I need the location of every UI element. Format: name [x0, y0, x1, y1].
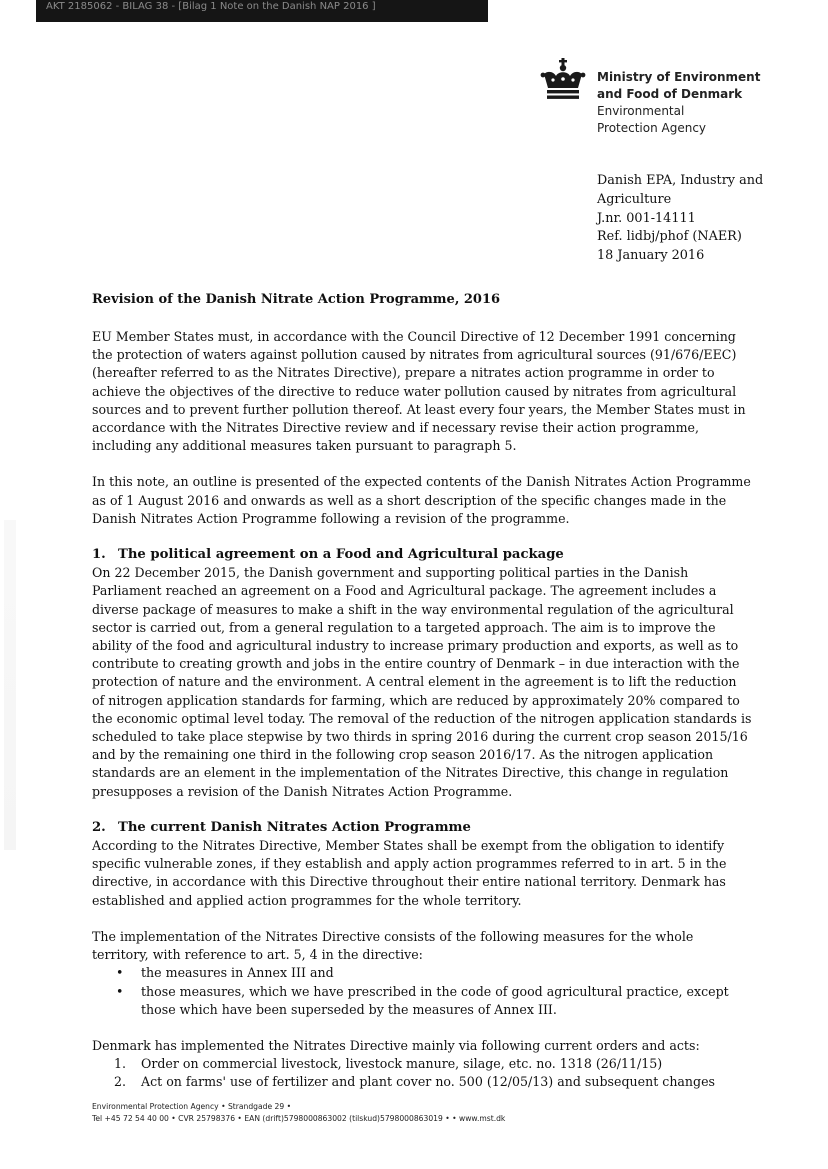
list-item: • those measures, which we have prescribed in the code of good agricultural practice, except those which have been superseded by the measures of Annex III.	[92, 983, 752, 1019]
document-header-bar	[36, 0, 488, 22]
document-title: Revision of the Danish Nitrate Action Programme, 2016	[92, 292, 501, 307]
meta-line-3: J.nr. 001-14111	[597, 210, 696, 226]
measures-list	[92, 964, 752, 1019]
section-1-number: 1.	[92, 547, 106, 563]
footer-contact: Tel +45 72 54 40 00 • CVR 25798376 • EAN (drift)5798000863002 (tilskud)5798000863019 • • www.mst.dk	[92, 1114, 506, 1123]
meta-date: 18 January 2016	[597, 248, 705, 264]
section-1-heading	[92, 546, 752, 564]
footer-address: Environmental Protection Agency • Strandgade 29 •	[92, 1102, 292, 1111]
letterhead-line-3: Environmental	[597, 104, 685, 118]
list-item: • the measures in Annex III and	[92, 964, 752, 982]
meta-line-2: Agriculture	[597, 191, 672, 207]
crown-crest-icon	[538, 58, 588, 102]
list-item	[92, 1073, 752, 1091]
measures-intro: The implementation of the Nitrates Directive consists of the following measures for the whole territory, with reference to art. 5, 4 in the directive:	[92, 928, 694, 963]
list-item-number: 2.	[114, 1074, 127, 1090]
letterhead-line-1: Ministry of Environment	[597, 70, 761, 84]
acts-intro: Denmark has implemented the Nitrates Directive mainly via following current orders and acts:	[92, 1037, 700, 1053]
section-2-title: The current Danish Nitrates Action Programme	[118, 819, 471, 835]
meta-line-1: Danish EPA, Industry and	[597, 173, 764, 188]
list-item-number: 1.	[114, 1056, 127, 1072]
section-2-number: 2.	[92, 819, 106, 835]
list-item	[92, 1055, 752, 1073]
letterhead-line-2: and Food of Denmark	[597, 87, 743, 101]
section-1-body: On 22 December 2015, the Danish government and supporting political parties in the Danish Parliament reached an agreement on a Food and Agricultural package. The agreement includes a diverse package of measures to make a shift in the way environmental regulation of the agricultural sector is carried out, from a general regulation to a targeted approach. The aim is to improve the ability of the food and agricultural industry to increase primary production and exports, as well as to contribute to creating growth and jobs in the entire country of Denmark – in due interaction with the protection of nature and the environment. A central element in the agreement is to lift the reduction of nitrogen application standards for farming, which are reduced by approximately 20% compared to the economic optimal level today. The removal of the reduction of the nitrogen application standards is scheduled to take place stepwise by two thirds in spring 2016 during the current crop season 2015/16 and by the remaining one third in the following crop season 2016/17. As the nitrogen application standards are an element in the implementation of the Nitrates Directive, this change in regulation presupposes a revision of the Danish Nitrates Action Programme.	[92, 565, 752, 799]
list-item-text: Act on farms' use of fertilizer and plant cover no. 500 (12/05/13) and subsequent changes	[141, 1074, 716, 1090]
list-item-text: Order on commercial livestock, livestock manure, silage, etc. no. 1318 (26/11/15)	[141, 1056, 663, 1072]
acts-list	[92, 1055, 752, 1091]
page-footer	[92, 1101, 505, 1125]
intro-paragraph-1: EU Member States must, in accordance with the Council Directive of 12 December 1991 concerning the protection of waters against pollution caused by nitrates from agricultural sources (91/676/EEC) (hereafter referred to as the Nitrates Directive), prepare a nitrates action programme in order to achieve the objectives of the directive to reduce water pollution caused by nitrates from agricultural sources and to prevent further pollution thereof. At least every four years, the Member States must in accordance with the Nitrates Directive review and if necessary revise their action programme, including any additional measures taken pursuant to paragraph 5.	[92, 329, 746, 454]
letterhead	[597, 69, 760, 137]
letterhead-line-4: Protection Agency	[597, 121, 707, 135]
section-2-heading	[92, 819, 752, 837]
section-2-body: According to the Nitrates Directive, Member States shall be exempt from the obligation to identify specific vulnerable zones, if they establish and apply action programmes referred to in art. 5 in the directive, in accordance with this Directive throughout their entire national territory. Denmark has established and applied action programmes for the whole territory.	[92, 838, 727, 908]
reference-block	[597, 172, 763, 266]
document-body	[92, 328, 752, 1092]
margin-stamp	[4, 520, 16, 850]
meta-line-4: Ref. lidbj/phof (NAER)	[597, 229, 742, 245]
intro-paragraph-2: In this note, an outline is presented of the expected contents of the Danish Nitrates Action Programme as of 1 August 2016 and onwards as well as a short description of the specific changes made in the Danish Nitrates Action Programme following a revision of the programme.	[92, 474, 751, 526]
section-1-title: The political agreement on a Food and Agricultural package	[118, 547, 564, 563]
header-bar-text: AKT 2185062 - BILAG 38 - [Bilag 1 Note on the Danish NAP 2016 ]	[46, 1, 376, 12]
